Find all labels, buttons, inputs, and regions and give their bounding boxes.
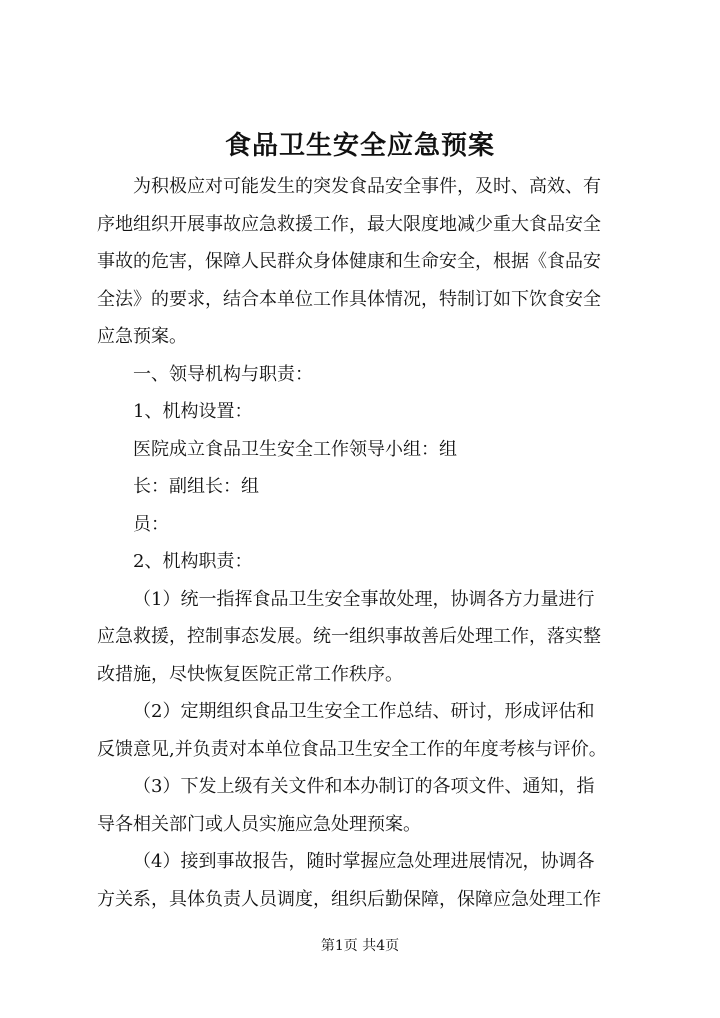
paragraph-line: 1、机构设置： xyxy=(133,401,253,422)
paragraph-line: 2、机构职责： xyxy=(133,551,253,572)
paragraph xyxy=(97,843,637,918)
paragraph-line: 事故的危害，保障人民群众身体健康和生命安全，根据《食品安 xyxy=(97,251,601,272)
paragraph-line: （2）定期组织食品卫生安全工作总结、研讨，形成评估和 xyxy=(133,701,595,722)
paragraph xyxy=(97,768,637,843)
paragraph xyxy=(97,468,637,506)
paragraph-line: 反馈意见,并负责对本单位食品卫生安全工作的年度考核与评价。 xyxy=(97,738,607,760)
paragraph xyxy=(97,356,637,394)
paragraph-line: 长：副组长：组 xyxy=(133,476,259,497)
paragraph-line: 员： xyxy=(133,513,169,535)
document-body xyxy=(97,168,637,918)
paragraph-line: （1）统一指挥食品卫生安全事故处理，协调各方力量进行 xyxy=(133,588,595,610)
paragraph xyxy=(97,581,637,694)
paragraph-line: 一、领导机构与职责： xyxy=(133,363,313,385)
page-footer: 第1页 共4页 xyxy=(320,938,400,954)
paragraph-line: 方关系，具体负责人员调度，组织后勤保障，保障应急处理工作 xyxy=(97,888,601,910)
paragraph xyxy=(97,693,637,768)
paragraph xyxy=(97,506,637,544)
paragraph-line: 全法》的要求，结合本单位工作具体情况，特制订如下饮食安全 xyxy=(97,288,601,310)
paragraph-line: 医院成立食品卫生安全工作领导小组：组 xyxy=(133,438,457,460)
paragraph-line: 应急救援，控制事态发展。统一组织事故善后处理工作，落实整 xyxy=(97,626,601,647)
paragraph-line: 导各相关部门或人员实施应急处理预案。 xyxy=(97,813,421,835)
paragraph-line: 应急预案。 xyxy=(97,326,187,347)
paragraph xyxy=(97,431,637,469)
paragraph-line: 为积极应对可能发生的突发食品安全事件，及时、高效、有 xyxy=(133,176,601,197)
paragraph-line: 序地组织开展事故应急救援工作，最大限度地减少重大食品安全 xyxy=(97,213,601,235)
paragraph-line: 改措施，尽快恢复医院正常工作秩序。 xyxy=(97,663,403,685)
paragraph xyxy=(97,393,637,431)
paragraph-line: （4）接到事故报告，随时掌握应急处理进展情况，协调各 xyxy=(133,851,595,872)
paragraph-line: （3）下发上级有关文件和本办制订的各项文件、通知，指 xyxy=(133,776,595,797)
paragraph xyxy=(97,543,637,581)
paragraph xyxy=(97,168,637,356)
document-title: 食品卫生安全应急预案 xyxy=(224,131,495,161)
